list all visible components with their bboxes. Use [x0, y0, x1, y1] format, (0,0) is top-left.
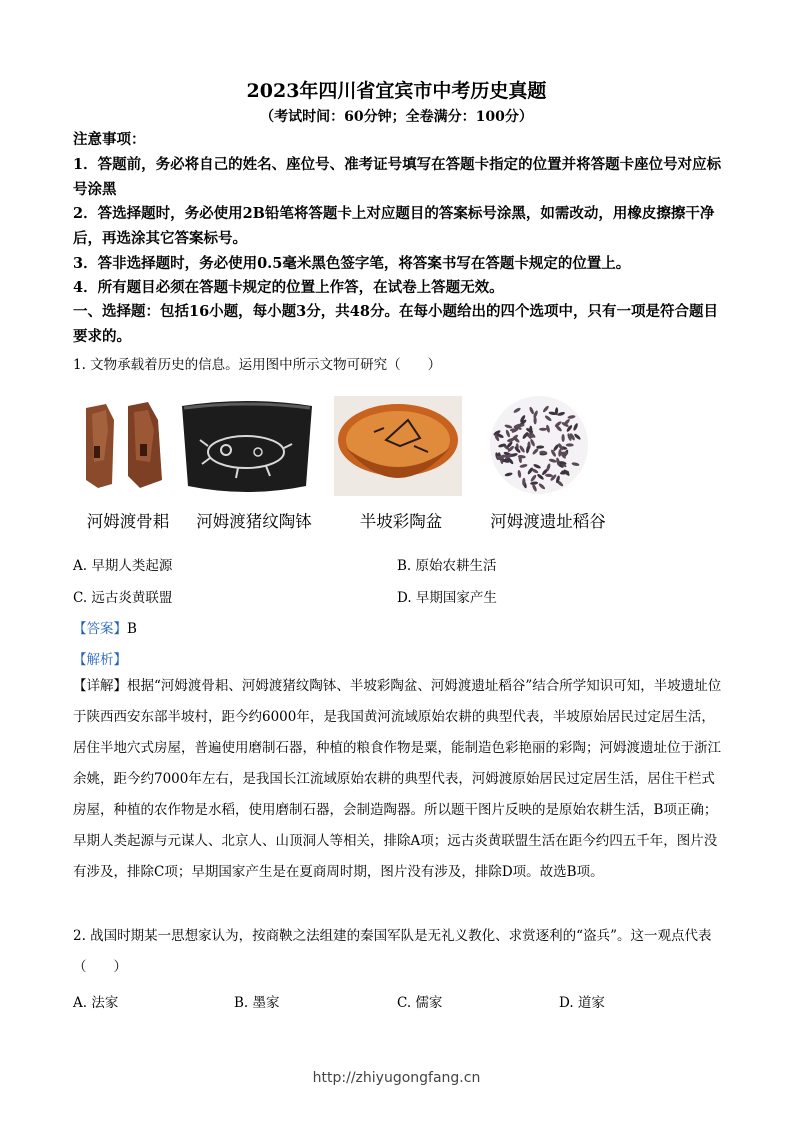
section-1-heading: 一、选择题：包括16小题，每小题3分，共48分。在每小题给出的四个选项中，只有一项是符合题目要求的。 — [73, 303, 718, 345]
pig-pattern-bowl-icon — [178, 398, 316, 496]
footer-url: http://zhiyugongfang.cn — [312, 1070, 481, 1086]
notice-item-2: 2．答选择题时，务必使用2B铅笔将答题卡上对应题目的答案标号涂黑，如需改动，用橡皮擦擦干净后，再选涂其它答案标号。 — [73, 205, 715, 247]
q2-option-b: B. 墨家 — [234, 995, 280, 1011]
answer-value: B — [127, 621, 137, 637]
rice-grains-icon — [484, 394, 594, 496]
q2-option-d: D. 道家 — [559, 995, 605, 1011]
q1-answer — [73, 617, 137, 637]
image-caption-2: 河姆渡猪纹陶钵 — [196, 512, 312, 531]
exam-title: 2023年四川省宜宾市中考历史真题 — [246, 80, 547, 102]
answer-tag: 【答案】 — [73, 621, 127, 637]
image-caption-1: 河姆渡骨耜 — [86, 512, 170, 531]
notice-item-3: 3．答非选择题时，务必使用0.5毫米黑色签字笔，将答案书写在答题卡规定的位置上。 — [73, 255, 631, 272]
notice-item-4: 4．所有题目必须在答题卡规定的位置上作答，在试卷上答题无效。 — [73, 279, 504, 296]
image-caption-4: 河姆渡遗址稻谷 — [490, 512, 606, 531]
q2-option-a: A. 法家 — [73, 995, 119, 1011]
image-caption-3: 半坡彩陶盆 — [359, 512, 443, 531]
q1-option-a: A. 早期人类起源 — [73, 558, 173, 574]
analysis-tag: 【解析】 — [73, 652, 127, 668]
question-1-stem: 1. 文物承载着历史的信息。运用图中所示文物可研究（ ） — [73, 357, 442, 373]
detail-tag: 【详解】 — [73, 678, 127, 694]
exam-subtitle: （考试时间：60分钟；全卷满分：100分） — [260, 109, 533, 125]
detail-text: 根据“河姆渡骨耜、河姆渡猪纹陶钵、半坡彩陶盆、河姆渡遗址稻谷”结合所学知识可知，半坡遗址位于陕西西安东部半坡村，距今约6000年，是我国黄河流域原始农耕的典型代表，半坡原始居民过定居生活，居住半地穴式房屋，普遍使用磨制石器，种植的粮食作物是粟，能制造色彩艳丽的彩陶；河姆渡遗址位于浙江余姚，距今约7000年左右，是我国长江流域原始农耕的典型代表，河姆渡原始居民过定居生活，居住干栏式房屋，种植的农作物是水稻，使用磨制石器，会制造陶器。所以题干图片反映的是原始农耕生活，B项正确；早期人类起源与元谋人、北京人、山顶洞人等相关，排除A项；远古炎黄联盟生活在距今约四五千年，图片没有涉及，排除C项；早期国家产生是在夏商周时期，图片没有涉及，排除D项。故选B项。 — [73, 678, 722, 880]
q2-option-c: C. 儒家 — [397, 995, 443, 1011]
notice-item-1: 1．答题前，务必将自己的姓名、座位号、准考证号填写在答题卡指定的位置并将答题卡座位号对应标号涂黑 — [73, 156, 722, 198]
question-2-stem: 2. 战国时期某一思想家认为，按商鞅之法组建的秦国军队是无礼义教化、求赏逐利的“盗兵”。这一观点代表（ ） — [73, 928, 712, 975]
q1-option-d: D. 早期国家产生 — [397, 590, 497, 606]
q1-detail — [73, 671, 723, 888]
notice-heading: 注意事项： — [73, 131, 146, 148]
painted-pottery-basin-icon — [334, 396, 462, 496]
bone-spade-icon — [78, 400, 168, 492]
q1-option-c: C. 远古炎黄联盟 — [73, 590, 173, 606]
q1-option-b: B. 原始农耕生活 — [397, 558, 497, 574]
